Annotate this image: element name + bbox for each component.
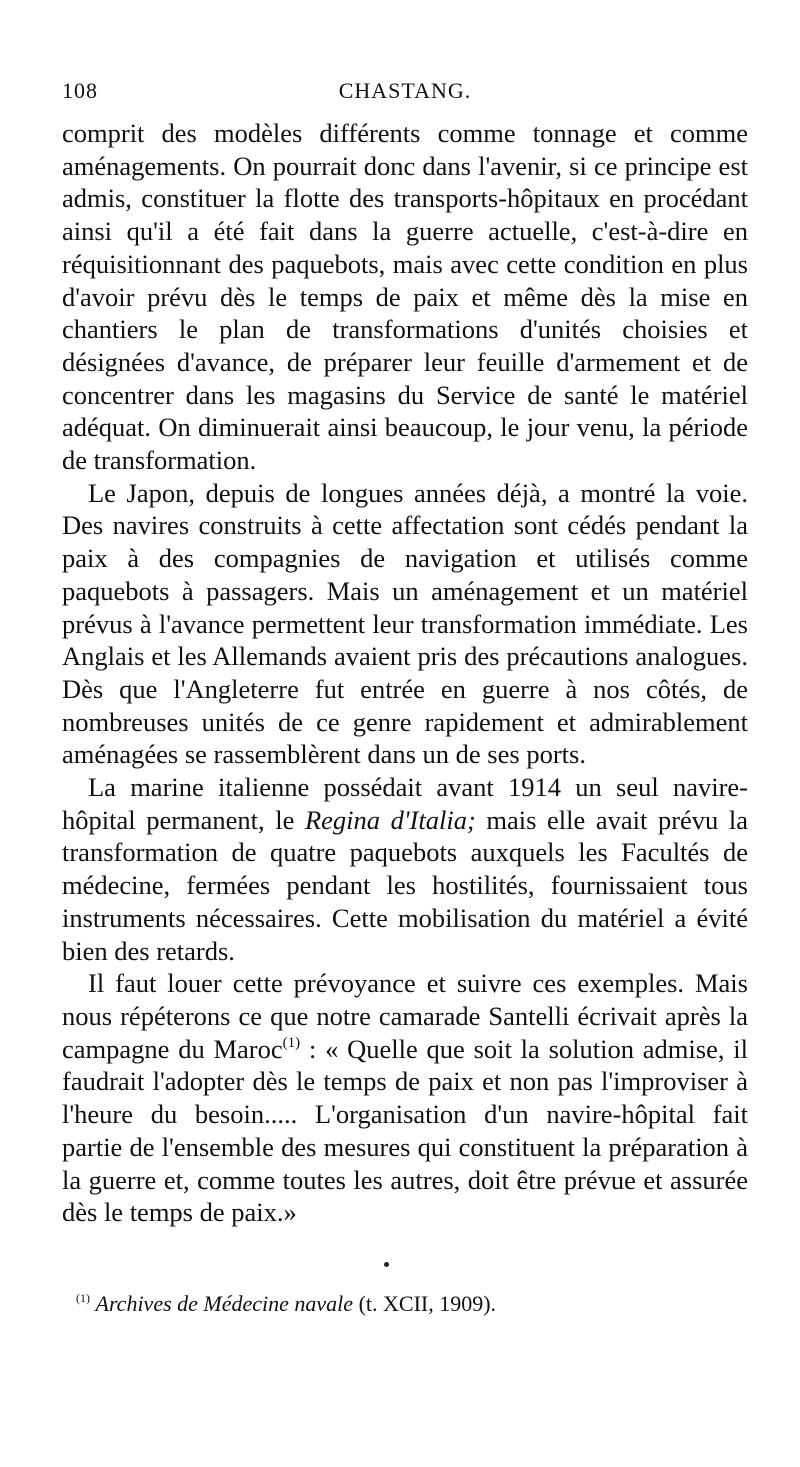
ship-name: Regina d'Italia; bbox=[304, 804, 476, 835]
paragraph-3-text-cont: mais elle avait prévu la transformation de quatre paquebots auxquels les Facultés de médecine, fermées pendant les hostilités, fournissaient tous instruments nécessaires. Cette mobilisation du matériel a évité bien des retards. bbox=[62, 804, 749, 966]
footnote-marker: (1) bbox=[76, 1291, 90, 1305]
footnote-reference: (1) bbox=[282, 1034, 301, 1051]
paragraph-1: comprit des modèles différents comme tonnage et comme aménagements. On pourrait donc dans l'avenir, si ce principe est admis, constituer la flotte des transports-hôpitaux en procédant ainsi qu'il a été fait dans la guerre actuelle, c'est-à-dire en réquisitionnant des paquebots, mais avec cette condition en plus d'avoir prévu dès le temps de paix et même dès la mise en chantiers le plan de transformations d'unités choisies et désignées d'avance, de préparer leur feuille d'armement et de concentrer dans les magasins du Service de santé le matériel adéquat. On diminuerait ainsi beaucoup, le jour venu, la période de transformation. bbox=[62, 118, 748, 476]
footnote-source-title: Archives de Médecine navale bbox=[95, 1291, 354, 1316]
paragraph-4-text-cont: : « Quelle que soit la solution admise, il faudrait l'adopter dès le temps de paix et non pas l'improviser à l'heure du besoin..... L'organisation d'un navire-hôpital fait partie de l'ensemble des mesures qui constituent la préparation à la guerre et, comme toutes les autres, doit être prévue et assurée dès le temps de paix.» bbox=[62, 1033, 748, 1228]
paragraph-2: Le Japon, depuis de longues années déjà, a montré la voie. Des navires construits à cette affectation sont cédés pendant la paix à des compagnies de navigation et utilisés comme paquebots à passagers. Mais un aménagement et un matériel prévus à l'avance permettent leur transformation immédiate. Les Anglais et les Allemands avaient pris des précautions analogues. Dès que l'Angleterre fut entrée en guerre à nos côtés, de nombreuses unités de ce genre rapidement et admirablement aménagées se rassemblèrent dans un de ses ports. bbox=[62, 477, 748, 770]
paragraph-3-text: La marine italienne possédait avant 1914 un seul navire-hôpital permanent, le bbox=[62, 772, 748, 835]
footnote-citation: (t. XCII, 1909). bbox=[353, 1291, 497, 1316]
paragraph-4-text: Il faut louer cette prévoyance et suivre ces exemples. Mais nous répéterons ce que notre camarade Santelli écrivait après la campagne du Maroc bbox=[62, 968, 748, 1064]
body-text bbox=[62, 117, 748, 1229]
footnote bbox=[76, 1290, 748, 1318]
paragraph-4 bbox=[62, 967, 748, 1229]
page-number: 108 bbox=[62, 78, 98, 103]
paragraph-3 bbox=[62, 771, 748, 967]
running-title: CHASTANG. bbox=[338, 78, 472, 103]
running-head bbox=[62, 78, 748, 108]
section-dot bbox=[384, 1262, 389, 1267]
